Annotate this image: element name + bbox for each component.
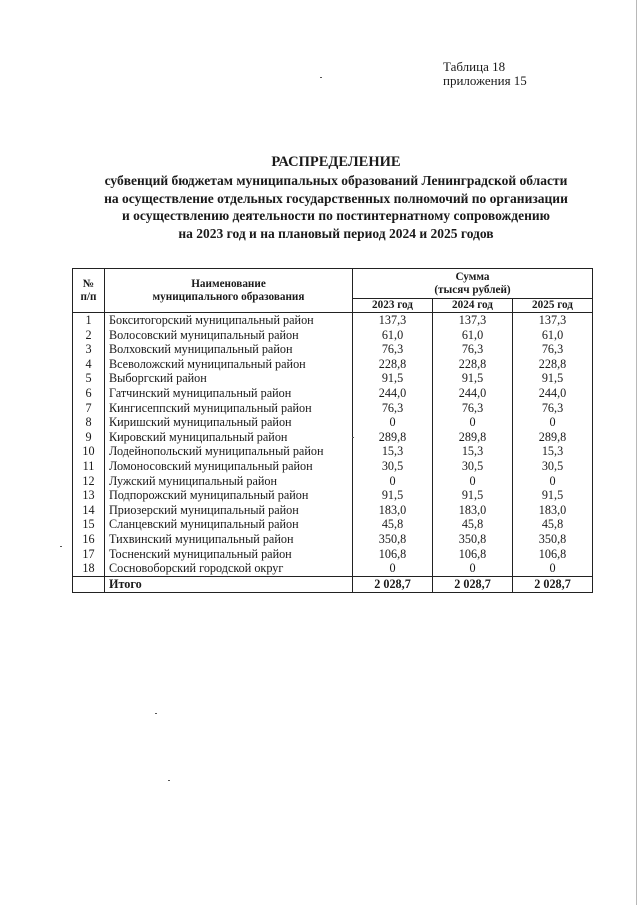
amount-2025-cell: 30,5 xyxy=(513,459,593,474)
row-number-cell: 3 xyxy=(73,342,105,357)
amount-2023-cell: 30,5 xyxy=(353,459,433,474)
amount-2025-cell: 289,8 xyxy=(513,430,593,445)
table-reference xyxy=(443,60,527,88)
amount-2023-cell: 183,0 xyxy=(353,503,433,518)
row-number-cell: 5 xyxy=(73,371,105,386)
municipality-name-cell: Лодейнопольский муниципальный район xyxy=(105,444,353,459)
row-number-cell: 13 xyxy=(73,488,105,503)
amount-2025-cell: 0 xyxy=(513,474,593,489)
row-number-cell: 2 xyxy=(73,328,105,343)
total-number-cell xyxy=(73,576,105,592)
amount-2025-cell: 350,8 xyxy=(513,532,593,547)
table-row xyxy=(73,415,593,430)
row-number-cell: 18 xyxy=(73,561,105,576)
amount-2024-cell: 137,3 xyxy=(433,313,513,328)
amount-2024-cell: 228,8 xyxy=(433,357,513,372)
total-2025: 2 028,7 xyxy=(513,576,593,592)
municipality-name-cell: Подпорожский муниципальный район xyxy=(105,488,353,503)
col-header-municipality: Наименование муниципального образования xyxy=(105,269,353,313)
amount-2024-cell: 0 xyxy=(433,474,513,489)
amount-2025-cell: 0 xyxy=(513,415,593,430)
table-row xyxy=(73,532,593,547)
col-header-year-2023: 2023 год xyxy=(353,299,433,313)
amount-2024-cell: 45,8 xyxy=(433,517,513,532)
row-number-cell: 14 xyxy=(73,503,105,518)
scan-speck xyxy=(60,546,62,547)
municipality-name-cell: Кировский муниципальный район xyxy=(105,430,353,445)
municipality-name-cell: Сланцевский муниципальный район xyxy=(105,517,353,532)
municipality-name-cell: Тихвинский муниципальный район xyxy=(105,532,353,547)
municipality-name-cell: Киришский муниципальный район xyxy=(105,415,353,430)
col-header-year-2024: 2024 год xyxy=(433,299,513,313)
col-header-sum: Сумма (тысяч рублей) xyxy=(353,269,593,299)
amount-2023-cell: 289,8 xyxy=(353,430,433,445)
row-number-cell: 7 xyxy=(73,401,105,416)
col-header-number: № п/п xyxy=(73,269,105,313)
municipality-name-cell: Волосовский муниципальный район xyxy=(105,328,353,343)
amount-2023-cell: 15,3 xyxy=(353,444,433,459)
amount-2024-cell: 91,5 xyxy=(433,488,513,503)
amount-2025-cell: 15,3 xyxy=(513,444,593,459)
page-edge xyxy=(636,0,637,905)
reference-appendix-number: приложения 15 xyxy=(443,73,527,88)
amount-2025-cell: 45,8 xyxy=(513,517,593,532)
amount-2025-cell: 137,3 xyxy=(513,313,593,328)
municipality-name-cell: Всеволожский муниципальный район xyxy=(105,357,353,372)
col-header-year-2025: 2025 год xyxy=(513,299,593,313)
municipality-name-cell: Лужский муниципальный район xyxy=(105,474,353,489)
document-title: РАСПРЕДЕЛЕНИЕ xyxy=(271,154,401,170)
scan-speck xyxy=(168,780,170,781)
amount-2023-cell: 76,3 xyxy=(353,401,433,416)
amount-2024-cell: 350,8 xyxy=(433,532,513,547)
amount-2024-cell: 30,5 xyxy=(433,459,513,474)
amount-2024-cell: 61,0 xyxy=(433,328,513,343)
amount-2025-cell: 61,0 xyxy=(513,328,593,343)
amount-2025-cell: 0 xyxy=(513,561,593,576)
amount-2023-cell: 106,8 xyxy=(353,547,433,562)
total-row xyxy=(73,576,593,592)
amount-2024-cell: 289,8 xyxy=(433,430,513,445)
table-row xyxy=(73,386,593,401)
document-heading xyxy=(60,154,612,242)
table-row xyxy=(73,313,593,328)
municipality-name-cell: Волховский муниципальный район xyxy=(105,342,353,357)
amount-2024-cell: 76,3 xyxy=(433,342,513,357)
amount-2023-cell: 244,0 xyxy=(353,386,433,401)
row-number-cell: 6 xyxy=(73,386,105,401)
reference-table-number: Таблица 18 xyxy=(443,59,506,74)
amount-2023-cell: 228,8 xyxy=(353,357,433,372)
table-row xyxy=(73,401,593,416)
amount-2023-cell: 350,8 xyxy=(353,532,433,547)
municipality-name-cell: Ломоносовский муниципальный район xyxy=(105,459,353,474)
municipality-name-cell: Приозерский муниципальный район xyxy=(105,503,353,518)
amount-2024-cell: 76,3 xyxy=(433,401,513,416)
table-row xyxy=(73,459,593,474)
table-row xyxy=(73,488,593,503)
table-row xyxy=(73,503,593,518)
amount-2023-cell: 0 xyxy=(353,415,433,430)
table-row xyxy=(73,342,593,357)
municipality-name-cell: Тосненский муниципальный район xyxy=(105,547,353,562)
amount-2023-cell: 137,3 xyxy=(353,313,433,328)
scan-speck xyxy=(320,77,322,78)
row-number-cell: 16 xyxy=(73,532,105,547)
amount-2023-cell: 91,5 xyxy=(353,371,433,386)
amount-2025-cell: 76,3 xyxy=(513,401,593,416)
total-2023: 2 028,7 xyxy=(353,576,433,592)
municipality-name-cell: Гатчинский муниципальный район xyxy=(105,386,353,401)
amount-2025-cell: 228,8 xyxy=(513,357,593,372)
table-row xyxy=(73,517,593,532)
heading-line-1: субвенций бюджетам муниципальных образований Ленинградской области xyxy=(104,173,568,189)
amount-2023-cell: 91,5 xyxy=(353,488,433,503)
row-number-cell: 15 xyxy=(73,517,105,532)
amount-2024-cell: 15,3 xyxy=(433,444,513,459)
table-row xyxy=(73,547,593,562)
amount-2024-cell: 106,8 xyxy=(433,547,513,562)
amount-2024-cell: 91,5 xyxy=(433,371,513,386)
amount-2024-cell: 0 xyxy=(433,561,513,576)
amount-2024-cell: 183,0 xyxy=(433,503,513,518)
row-number-cell: 17 xyxy=(73,547,105,562)
table-row xyxy=(73,561,593,576)
amount-2025-cell: 91,5 xyxy=(513,371,593,386)
heading-line-2: на осуществление отдельных государственных полномочий по организации xyxy=(104,190,568,206)
amount-2025-cell: 76,3 xyxy=(513,342,593,357)
table-row xyxy=(73,357,593,372)
row-number-cell: 11 xyxy=(73,459,105,474)
table-row xyxy=(73,474,593,489)
amount-2025-cell: 106,8 xyxy=(513,547,593,562)
heading-line-3: и осуществлению деятельности по постинтернатному сопровождению xyxy=(121,208,551,224)
total-2024: 2 028,7 xyxy=(433,576,513,592)
amount-2025-cell: 91,5 xyxy=(513,488,593,503)
scan-speck xyxy=(155,713,157,714)
amount-2023-cell: 0 xyxy=(353,561,433,576)
municipality-name-cell: Кингисеппский муниципальный район xyxy=(105,401,353,416)
distribution-table xyxy=(72,268,593,593)
municipality-name-cell: Сосновоборский городской округ xyxy=(105,561,353,576)
municipality-name-cell: Выборгский район xyxy=(105,371,353,386)
amount-2023-cell: 76,3 xyxy=(353,342,433,357)
row-number-cell: 9 xyxy=(73,430,105,445)
amount-2023-cell: 45,8 xyxy=(353,517,433,532)
scan-speck xyxy=(352,437,354,438)
row-number-cell: 4 xyxy=(73,357,105,372)
amount-2023-cell: 0 xyxy=(353,474,433,489)
amount-2023-cell: 61,0 xyxy=(353,328,433,343)
table-row xyxy=(73,328,593,343)
row-number-cell: 1 xyxy=(73,313,105,328)
amount-2025-cell: 244,0 xyxy=(513,386,593,401)
table-row xyxy=(73,371,593,386)
amount-2024-cell: 0 xyxy=(433,415,513,430)
municipality-name-cell: Бокситогорский муниципальный район xyxy=(105,313,353,328)
row-number-cell: 12 xyxy=(73,474,105,489)
row-number-cell: 10 xyxy=(73,444,105,459)
heading-line-4: на 2023 год и на плановый период 2024 и 2025 годов xyxy=(178,225,494,241)
row-number-cell: 8 xyxy=(73,415,105,430)
table-body xyxy=(73,313,593,577)
table-row xyxy=(73,430,593,445)
total-label: Итого xyxy=(105,576,353,592)
amount-2024-cell: 244,0 xyxy=(433,386,513,401)
amount-2025-cell: 183,0 xyxy=(513,503,593,518)
table-row xyxy=(73,444,593,459)
